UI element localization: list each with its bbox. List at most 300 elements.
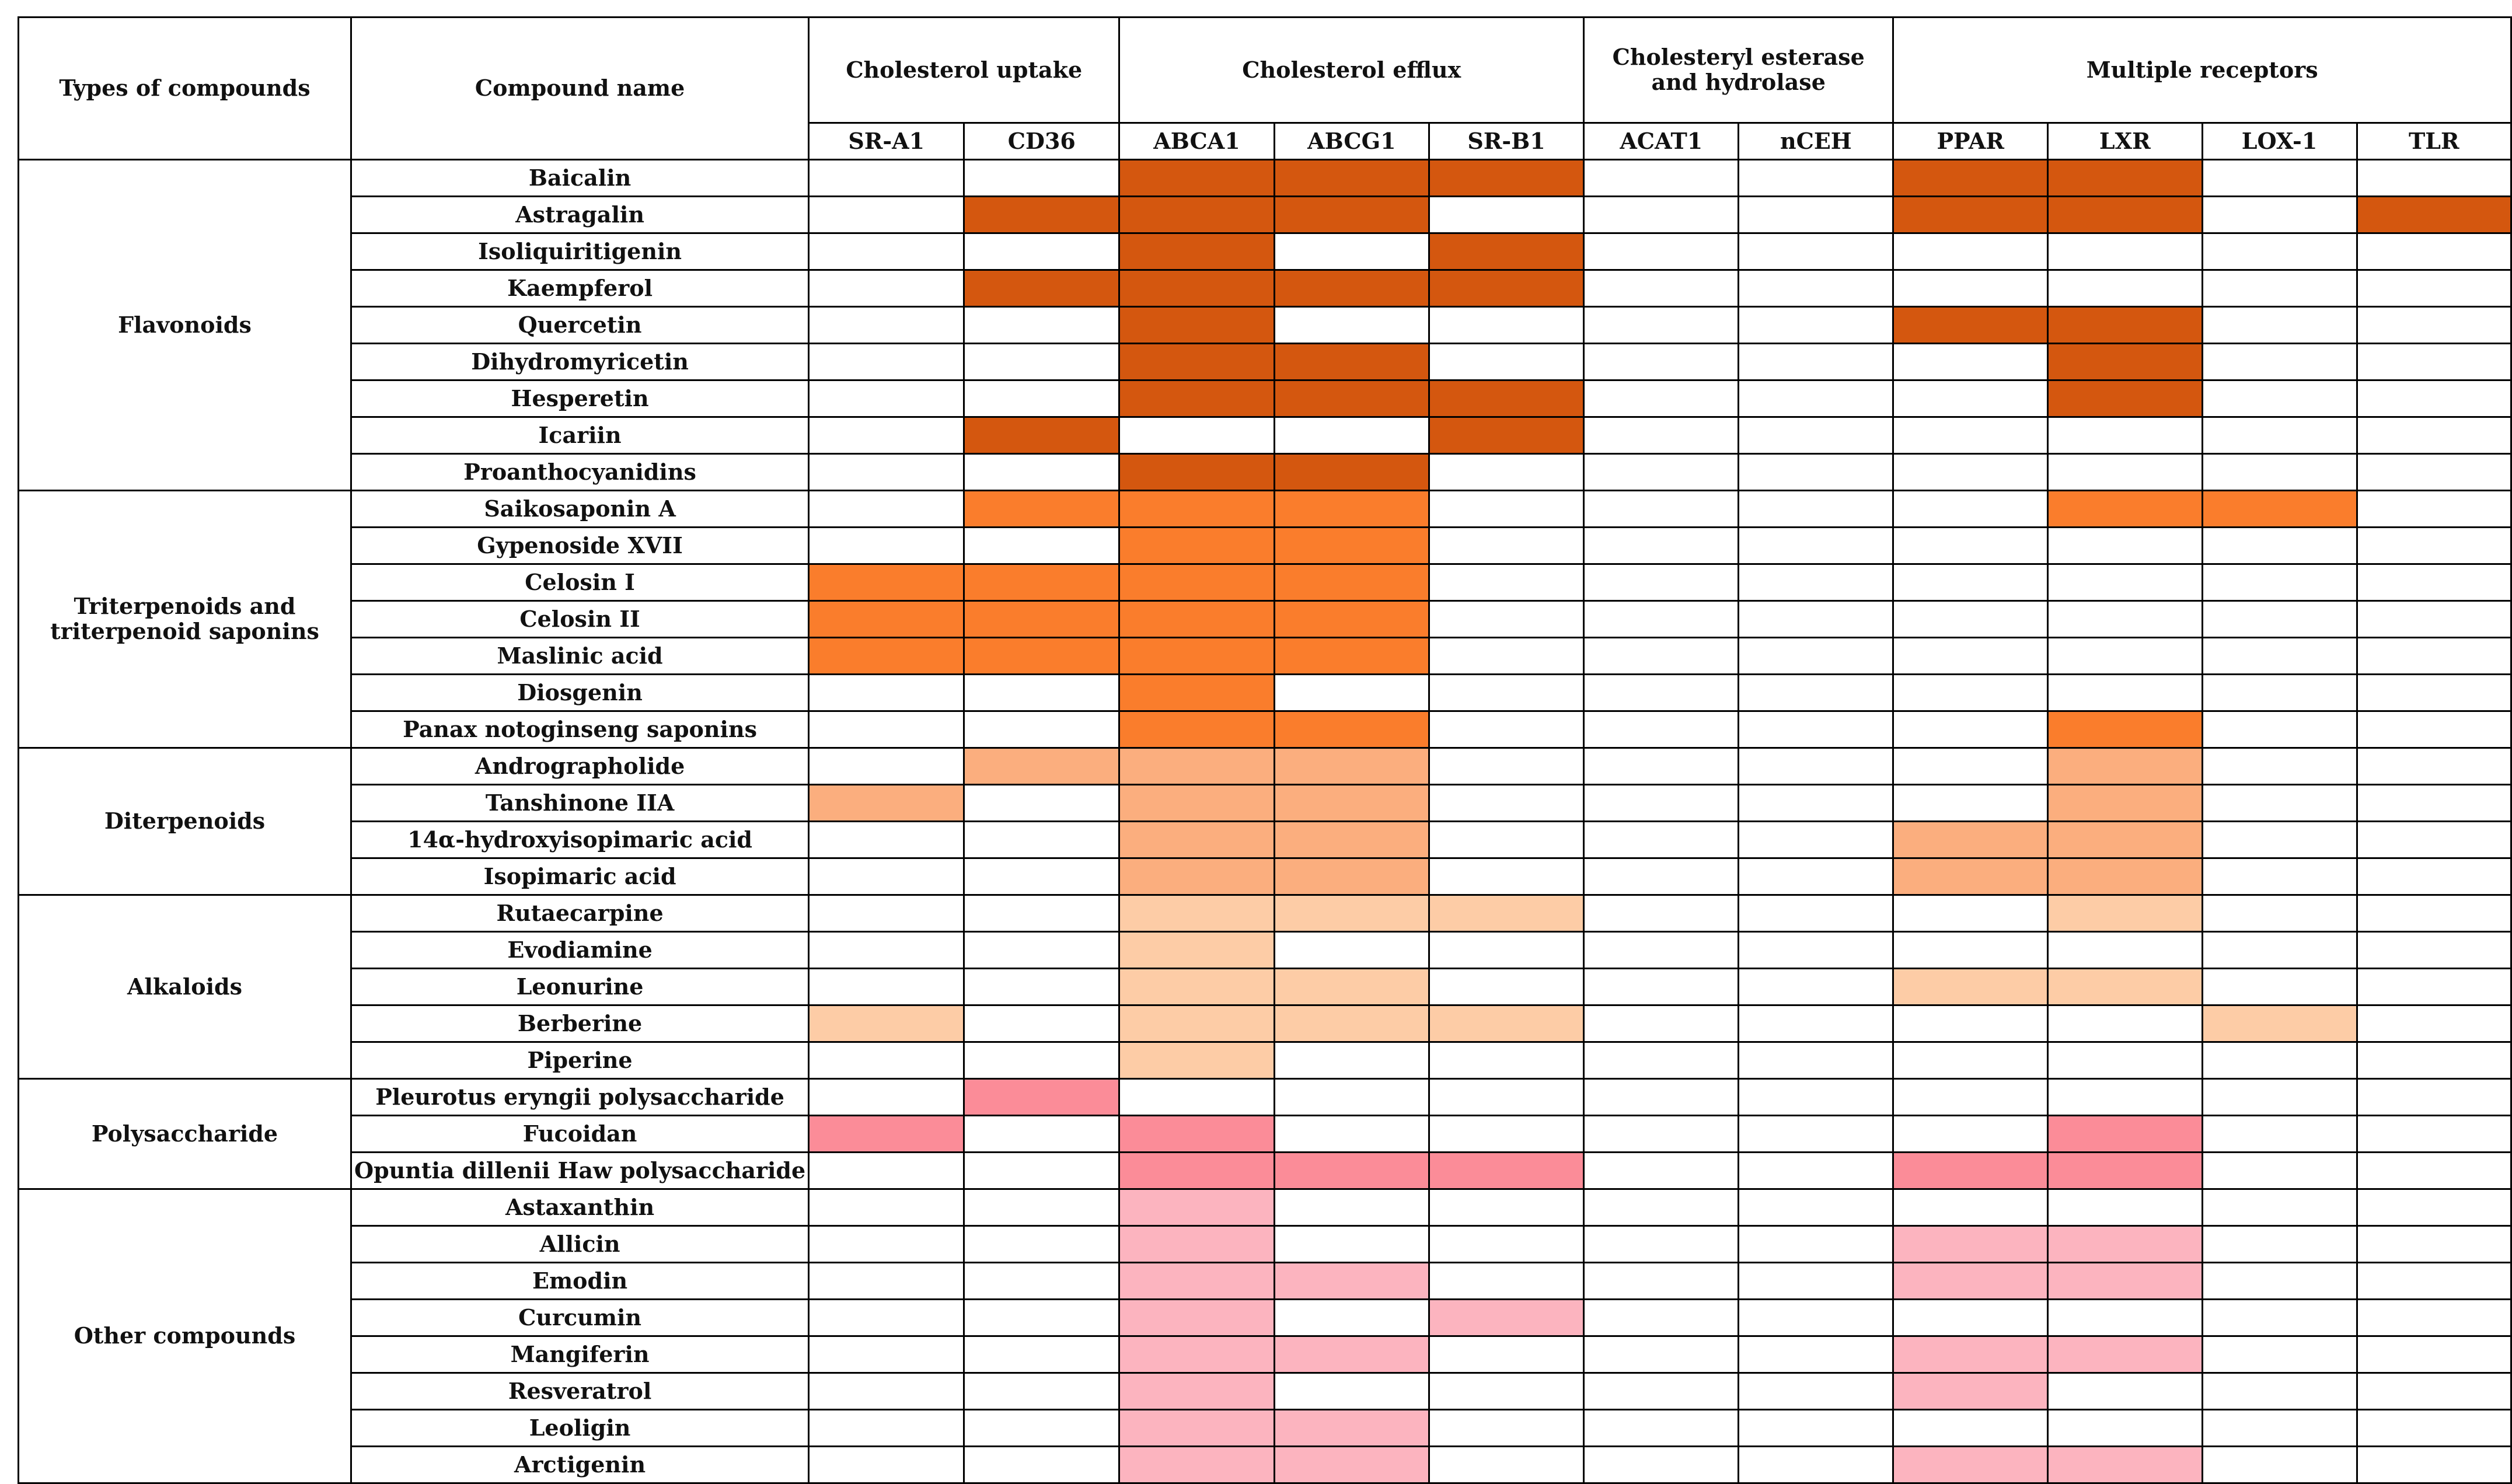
mark-cell-sr-a1	[809, 564, 964, 601]
mark-cell-acat1	[1584, 528, 1739, 564]
mark-cell-sr-a1	[809, 895, 964, 932]
mark-cell-nceh	[1739, 1042, 1893, 1079]
mark-cell-lox-1	[2202, 491, 2357, 528]
mark-cell-cd36	[964, 1336, 1119, 1373]
mark-cell-lox-1	[2202, 1447, 2357, 1483]
mark-cell-lox-1	[2202, 564, 2357, 601]
compound-name-cell: Quercetin	[351, 307, 808, 344]
mark-cell-abca1	[1119, 1042, 1274, 1079]
mark-cell-sr-a1	[809, 1153, 964, 1189]
mark-cell-abcg1	[1274, 1447, 1429, 1483]
table-row	[19, 1153, 2511, 1189]
mark-cell-ppar	[1893, 1373, 2048, 1410]
mark-cell-ppar	[1893, 1263, 2048, 1300]
mark-cell-tlr	[2357, 1300, 2511, 1336]
mark-cell-nceh	[1739, 307, 1893, 344]
mark-cell-nceh	[1739, 270, 1893, 307]
mark-cell-lox-1	[2202, 1079, 2357, 1116]
mark-cell-tlr	[2357, 270, 2511, 307]
mark-cell-abca1	[1119, 1263, 1274, 1300]
header-target-sr-a1: SR-A1	[809, 123, 964, 160]
mark-cell-sr-b1	[1429, 380, 1584, 417]
mark-cell-abcg1	[1274, 1042, 1429, 1079]
table-row	[19, 1300, 2511, 1336]
mark-cell-cd36	[964, 197, 1119, 233]
header-target-sr-b1: SR-B1	[1429, 123, 1584, 160]
compound-name-cell: Panax notoginseng saponins	[351, 711, 808, 748]
mark-cell-acat1	[1584, 270, 1739, 307]
compound-type-cell: Triterpenoids and triterpenoid saponins	[19, 491, 351, 748]
mark-cell-abca1	[1119, 601, 1274, 638]
mark-cell-sr-a1	[809, 969, 964, 1005]
mark-cell-sr-a1	[809, 270, 964, 307]
mark-cell-acat1	[1584, 638, 1739, 675]
mark-cell-ppar	[1893, 969, 2048, 1005]
mark-cell-acat1	[1584, 895, 1739, 932]
mark-cell-ppar	[1893, 454, 2048, 491]
mark-cell-abca1	[1119, 160, 1274, 197]
mark-cell-lxr	[2048, 1336, 2202, 1373]
mark-cell-ppar	[1893, 1079, 2048, 1116]
mark-cell-nceh	[1739, 675, 1893, 711]
mark-cell-ppar	[1893, 491, 2048, 528]
mark-cell-lxr	[2048, 1263, 2202, 1300]
mark-cell-sr-a1	[809, 160, 964, 197]
mark-cell-abca1	[1119, 748, 1274, 785]
mark-cell-sr-b1	[1429, 1042, 1584, 1079]
mark-cell-abca1	[1119, 270, 1274, 307]
table-row	[19, 197, 2511, 233]
header-group-cholesterol-uptake: Cholesterol uptake	[809, 18, 1119, 123]
mark-cell-abca1	[1119, 932, 1274, 969]
mark-cell-acat1	[1584, 564, 1739, 601]
mark-cell-sr-a1	[809, 1005, 964, 1042]
mark-cell-ppar	[1893, 1410, 2048, 1447]
mark-cell-acat1	[1584, 380, 1739, 417]
mark-cell-abcg1	[1274, 1116, 1429, 1153]
mark-cell-lox-1	[2202, 1336, 2357, 1373]
compound-name-cell: Arctigenin	[351, 1447, 808, 1483]
mark-cell-sr-b1	[1429, 417, 1584, 454]
mark-cell-abca1	[1119, 711, 1274, 748]
mark-cell-acat1	[1584, 1189, 1739, 1226]
mark-cell-cd36	[964, 344, 1119, 380]
mark-cell-abca1	[1119, 454, 1274, 491]
mark-cell-sr-b1	[1429, 197, 1584, 233]
mark-cell-sr-a1	[809, 1447, 964, 1483]
mark-cell-lox-1	[2202, 1226, 2357, 1263]
mark-cell-ppar	[1893, 233, 2048, 270]
mark-cell-sr-a1	[809, 344, 964, 380]
mark-cell-tlr	[2357, 491, 2511, 528]
compound-name-cell: Gypenoside XVII	[351, 528, 808, 564]
mark-cell-sr-b1	[1429, 711, 1584, 748]
mark-cell-sr-a1	[809, 822, 964, 858]
compound-name-cell: 14α-hydroxyisopimaric acid	[351, 822, 808, 858]
mark-cell-abca1	[1119, 1300, 1274, 1336]
compound-name-cell: Fucoidan	[351, 1116, 808, 1153]
mark-cell-nceh	[1739, 1079, 1893, 1116]
compound-name-cell: Tanshinone IIA	[351, 785, 808, 822]
mark-cell-sr-a1	[809, 601, 964, 638]
table-row	[19, 785, 2511, 822]
mark-cell-sr-b1	[1429, 1410, 1584, 1447]
mark-cell-ppar	[1893, 1005, 2048, 1042]
mark-cell-tlr	[2357, 197, 2511, 233]
mark-cell-acat1	[1584, 675, 1739, 711]
mark-cell-cd36	[964, 1373, 1119, 1410]
mark-cell-lox-1	[2202, 1410, 2357, 1447]
mark-cell-tlr	[2357, 969, 2511, 1005]
mark-cell-cd36	[964, 858, 1119, 895]
table-row	[19, 601, 2511, 638]
mark-cell-abcg1	[1274, 197, 1429, 233]
compound-name-cell: Maslinic acid	[351, 638, 808, 675]
header-group-cholesterol-efflux: Cholesterol efflux	[1119, 18, 1584, 123]
mark-cell-abca1	[1119, 822, 1274, 858]
mark-cell-lox-1	[2202, 1263, 2357, 1300]
mark-cell-lxr	[2048, 932, 2202, 969]
mark-cell-tlr	[2357, 1116, 2511, 1153]
mark-cell-abcg1	[1274, 858, 1429, 895]
header-target-lxr: LXR	[2048, 123, 2202, 160]
mark-cell-lxr	[2048, 564, 2202, 601]
mark-cell-ppar	[1893, 785, 2048, 822]
mark-cell-nceh	[1739, 344, 1893, 380]
mark-cell-nceh	[1739, 1116, 1893, 1153]
mark-cell-abcg1	[1274, 1410, 1429, 1447]
mark-cell-lxr	[2048, 1116, 2202, 1153]
mark-cell-sr-a1	[809, 638, 964, 675]
mark-cell-lxr	[2048, 748, 2202, 785]
mark-cell-lox-1	[2202, 1153, 2357, 1189]
table-row	[19, 748, 2511, 785]
mark-cell-acat1	[1584, 1447, 1739, 1483]
mark-cell-lxr	[2048, 1373, 2202, 1410]
mark-cell-lox-1	[2202, 638, 2357, 675]
mark-cell-sr-a1	[809, 711, 964, 748]
table-row	[19, 1410, 2511, 1447]
mark-cell-lxr	[2048, 675, 2202, 711]
table-row	[19, 895, 2511, 932]
mark-cell-sr-a1	[809, 1263, 964, 1300]
mark-cell-nceh	[1739, 1263, 1893, 1300]
mark-cell-abca1	[1119, 528, 1274, 564]
table-row	[19, 1336, 2511, 1373]
mark-cell-abcg1	[1274, 270, 1429, 307]
mark-cell-acat1	[1584, 748, 1739, 785]
mark-cell-nceh	[1739, 1005, 1893, 1042]
mark-cell-tlr	[2357, 638, 2511, 675]
mark-cell-sr-a1	[809, 1410, 964, 1447]
mark-cell-lox-1	[2202, 858, 2357, 895]
mark-cell-sr-a1	[809, 1189, 964, 1226]
mark-cell-tlr	[2357, 564, 2511, 601]
table-row	[19, 1263, 2511, 1300]
mark-cell-abcg1	[1274, 233, 1429, 270]
mark-cell-nceh	[1739, 895, 1893, 932]
mark-cell-abca1	[1119, 858, 1274, 895]
header-target-acat1: ACAT1	[1584, 123, 1739, 160]
mark-cell-nceh	[1739, 1153, 1893, 1189]
mark-cell-nceh	[1739, 785, 1893, 822]
mark-cell-tlr	[2357, 380, 2511, 417]
header-target-abca1: ABCA1	[1119, 123, 1274, 160]
compound-name-cell: Rutaecarpine	[351, 895, 808, 932]
mark-cell-acat1	[1584, 1336, 1739, 1373]
mark-cell-lox-1	[2202, 1005, 2357, 1042]
mark-cell-abcg1	[1274, 160, 1429, 197]
mark-cell-lxr	[2048, 1153, 2202, 1189]
mark-cell-acat1	[1584, 711, 1739, 748]
mark-cell-sr-a1	[809, 380, 964, 417]
mark-cell-lox-1	[2202, 197, 2357, 233]
mark-cell-cd36	[964, 160, 1119, 197]
compound-name-cell: Kaempferol	[351, 270, 808, 307]
mark-cell-abca1	[1119, 417, 1274, 454]
compound-name-cell: Diosgenin	[351, 675, 808, 711]
mark-cell-tlr	[2357, 160, 2511, 197]
mark-cell-sr-a1	[809, 528, 964, 564]
header-target-lox-1: LOX-1	[2202, 123, 2357, 160]
mark-cell-tlr	[2357, 1005, 2511, 1042]
mark-cell-nceh	[1739, 1189, 1893, 1226]
mark-cell-sr-a1	[809, 307, 964, 344]
mark-cell-lxr	[2048, 344, 2202, 380]
mark-cell-lox-1	[2202, 1042, 2357, 1079]
mark-cell-tlr	[2357, 1226, 2511, 1263]
mark-cell-sr-b1	[1429, 1373, 1584, 1410]
mark-cell-nceh	[1739, 1373, 1893, 1410]
header-target-cd36: CD36	[964, 123, 1119, 160]
table-row	[19, 1116, 2511, 1153]
table-row	[19, 1447, 2511, 1483]
mark-cell-sr-b1	[1429, 858, 1584, 895]
table-row	[19, 491, 2511, 528]
mark-cell-ppar	[1893, 711, 2048, 748]
mark-cell-sr-b1	[1429, 895, 1584, 932]
mark-cell-lox-1	[2202, 233, 2357, 270]
mark-cell-abca1	[1119, 1153, 1274, 1189]
table-row	[19, 1005, 2511, 1042]
mark-cell-nceh	[1739, 711, 1893, 748]
mark-cell-tlr	[2357, 822, 2511, 858]
table-row	[19, 1373, 2511, 1410]
compound-name-cell: Allicin	[351, 1226, 808, 1263]
mark-cell-nceh	[1739, 528, 1893, 564]
mark-cell-lxr	[2048, 822, 2202, 858]
mark-cell-sr-a1	[809, 1373, 964, 1410]
mark-cell-lox-1	[2202, 1373, 2357, 1410]
mark-cell-nceh	[1739, 969, 1893, 1005]
table-row	[19, 417, 2511, 454]
mark-cell-lox-1	[2202, 417, 2357, 454]
mark-cell-nceh	[1739, 1300, 1893, 1336]
mark-cell-lxr	[2048, 1447, 2202, 1483]
mark-cell-lox-1	[2202, 895, 2357, 932]
mark-cell-lxr	[2048, 454, 2202, 491]
mark-cell-nceh	[1739, 1226, 1893, 1263]
mark-cell-sr-a1	[809, 1042, 964, 1079]
mark-cell-ppar	[1893, 748, 2048, 785]
compound-type-cell: Alkaloids	[19, 895, 351, 1079]
mark-cell-lxr	[2048, 638, 2202, 675]
mark-cell-cd36	[964, 380, 1119, 417]
mark-cell-acat1	[1584, 454, 1739, 491]
mark-cell-abca1	[1119, 895, 1274, 932]
mark-cell-cd36	[964, 564, 1119, 601]
compound-name-cell: Celosin II	[351, 601, 808, 638]
mark-cell-abcg1	[1274, 380, 1429, 417]
compound-name-cell: Resveratrol	[351, 1373, 808, 1410]
mark-cell-sr-b1	[1429, 601, 1584, 638]
mark-cell-acat1	[1584, 969, 1739, 1005]
mark-cell-ppar	[1893, 1042, 2048, 1079]
mark-cell-sr-a1	[809, 1116, 964, 1153]
mark-cell-cd36	[964, 1116, 1119, 1153]
mark-cell-sr-a1	[809, 748, 964, 785]
mark-cell-lxr	[2048, 1189, 2202, 1226]
mark-cell-abca1	[1119, 1116, 1274, 1153]
mark-cell-nceh	[1739, 1447, 1893, 1483]
table-row	[19, 711, 2511, 748]
table-body	[19, 160, 2511, 1483]
mark-cell-tlr	[2357, 675, 2511, 711]
mark-cell-sr-b1	[1429, 1153, 1584, 1189]
table-row	[19, 160, 2511, 197]
table-row	[19, 822, 2511, 858]
mark-cell-lxr	[2048, 307, 2202, 344]
mark-cell-cd36	[964, 1079, 1119, 1116]
mark-cell-tlr	[2357, 1189, 2511, 1226]
mark-cell-cd36	[964, 1263, 1119, 1300]
table-row	[19, 1079, 2511, 1116]
mark-cell-tlr	[2357, 932, 2511, 969]
compound-name-cell: Astaxanthin	[351, 1189, 808, 1226]
mark-cell-abcg1	[1274, 307, 1429, 344]
mark-cell-abca1	[1119, 307, 1274, 344]
table-row	[19, 454, 2511, 491]
table-row	[19, 1189, 2511, 1226]
mark-cell-abca1	[1119, 1336, 1274, 1373]
mark-cell-abcg1	[1274, 895, 1429, 932]
mark-cell-lox-1	[2202, 528, 2357, 564]
compound-name-cell: Hesperetin	[351, 380, 808, 417]
mark-cell-acat1	[1584, 785, 1739, 822]
mark-cell-ppar	[1893, 270, 2048, 307]
compound-name-cell: Pleurotus eryngii polysaccharide	[351, 1079, 808, 1116]
mark-cell-sr-b1	[1429, 270, 1584, 307]
mark-cell-abcg1	[1274, 1263, 1429, 1300]
mark-cell-abca1	[1119, 1189, 1274, 1226]
compound-name-cell: Isopimaric acid	[351, 858, 808, 895]
compound-name-cell: Baicalin	[351, 160, 808, 197]
mark-cell-cd36	[964, 1447, 1119, 1483]
mark-cell-ppar	[1893, 1336, 2048, 1373]
mark-cell-sr-b1	[1429, 675, 1584, 711]
compound-name-cell: Isoliquiritigenin	[351, 233, 808, 270]
compound-name-cell: Proanthocyanidins	[351, 454, 808, 491]
compound-type-cell: Polysaccharide	[19, 1079, 351, 1189]
mark-cell-cd36	[964, 454, 1119, 491]
compound-name-cell: Leonurine	[351, 969, 808, 1005]
table-row	[19, 307, 2511, 344]
mark-cell-abcg1	[1274, 932, 1429, 969]
mark-cell-sr-b1	[1429, 564, 1584, 601]
table-row	[19, 675, 2511, 711]
mark-cell-nceh	[1739, 638, 1893, 675]
mark-cell-sr-a1	[809, 1079, 964, 1116]
mark-cell-abcg1	[1274, 344, 1429, 380]
mark-cell-sr-a1	[809, 675, 964, 711]
mark-cell-lxr	[2048, 197, 2202, 233]
mark-cell-lox-1	[2202, 969, 2357, 1005]
compound-type-cell: Other compounds	[19, 1189, 351, 1483]
mark-cell-lxr	[2048, 160, 2202, 197]
compound-name-cell: Saikosaponin A	[351, 491, 808, 528]
mark-cell-tlr	[2357, 1079, 2511, 1116]
table-row	[19, 233, 2511, 270]
mark-cell-abcg1	[1274, 528, 1429, 564]
mark-cell-sr-b1	[1429, 454, 1584, 491]
mark-cell-cd36	[964, 491, 1119, 528]
mark-cell-lox-1	[2202, 601, 2357, 638]
mark-cell-tlr	[2357, 1410, 2511, 1447]
mark-cell-acat1	[1584, 1079, 1739, 1116]
mark-cell-abca1	[1119, 1005, 1274, 1042]
mark-cell-tlr	[2357, 858, 2511, 895]
mark-cell-tlr	[2357, 1153, 2511, 1189]
mark-cell-nceh	[1739, 491, 1893, 528]
mark-cell-lox-1	[2202, 454, 2357, 491]
mark-cell-tlr	[2357, 1336, 2511, 1373]
mark-cell-tlr	[2357, 1263, 2511, 1300]
mark-cell-ppar	[1893, 1116, 2048, 1153]
mark-cell-lox-1	[2202, 1189, 2357, 1226]
header-target-abcg1: ABCG1	[1274, 123, 1429, 160]
mark-cell-sr-b1	[1429, 1447, 1584, 1483]
mark-cell-cd36	[964, 711, 1119, 748]
mark-cell-cd36	[964, 932, 1119, 969]
mark-cell-acat1	[1584, 160, 1739, 197]
table-row	[19, 1042, 2511, 1079]
table-row	[19, 380, 2511, 417]
mark-cell-cd36	[964, 1226, 1119, 1263]
compound-name-cell: Opuntia dillenii Haw polysaccharide	[351, 1153, 808, 1189]
mark-cell-nceh	[1739, 1336, 1893, 1373]
mark-cell-tlr	[2357, 895, 2511, 932]
mark-cell-lox-1	[2202, 785, 2357, 822]
mark-cell-sr-a1	[809, 932, 964, 969]
mark-cell-lox-1	[2202, 711, 2357, 748]
mark-cell-ppar	[1893, 1226, 2048, 1263]
mark-cell-abcg1	[1274, 969, 1429, 1005]
mark-cell-cd36	[964, 1189, 1119, 1226]
mark-cell-lox-1	[2202, 307, 2357, 344]
mark-cell-abcg1	[1274, 748, 1429, 785]
mark-cell-ppar	[1893, 932, 2048, 969]
mark-cell-sr-b1	[1429, 1336, 1584, 1373]
mark-cell-sr-b1	[1429, 1300, 1584, 1336]
mark-cell-acat1	[1584, 1300, 1739, 1336]
compound-target-table-wrapper	[18, 16, 2512, 1484]
mark-cell-abcg1	[1274, 454, 1429, 491]
mark-cell-cd36	[964, 528, 1119, 564]
compound-name-cell: Piperine	[351, 1042, 808, 1079]
mark-cell-cd36	[964, 785, 1119, 822]
mark-cell-ppar	[1893, 380, 2048, 417]
mark-cell-nceh	[1739, 380, 1893, 417]
